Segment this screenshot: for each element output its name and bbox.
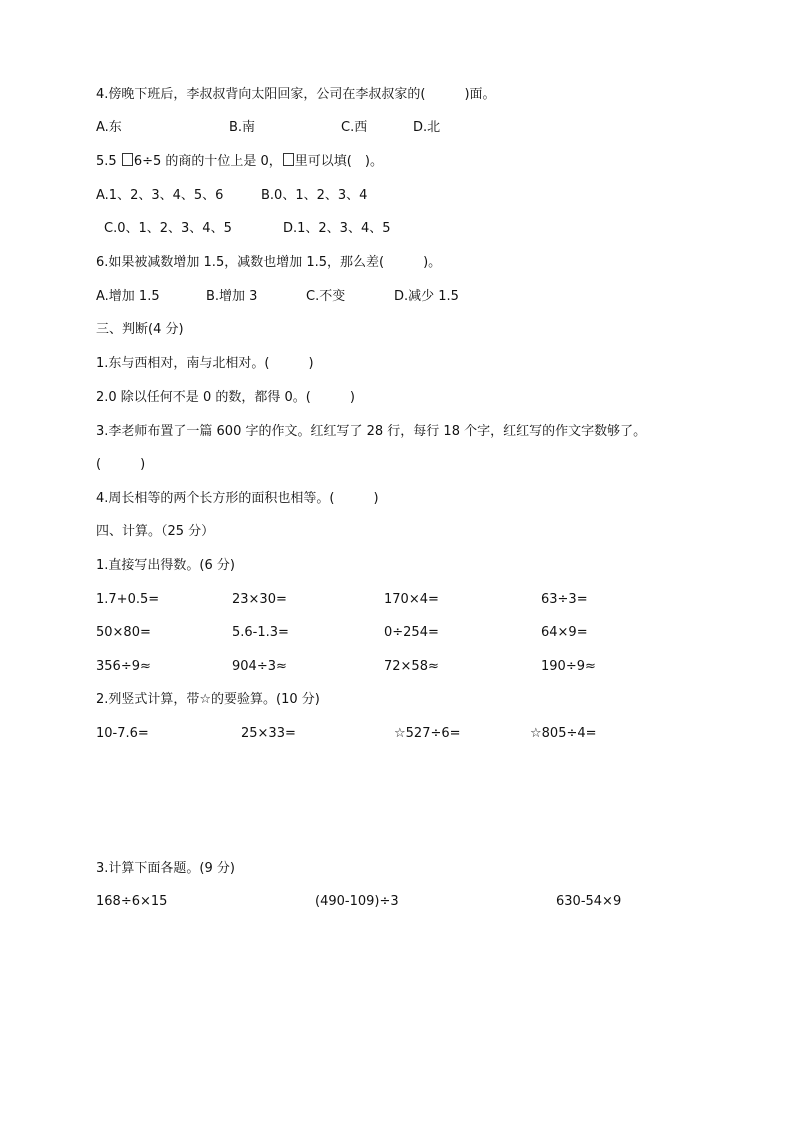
oral-calc-item: 5.6-1.3= [232, 625, 289, 640]
oral-calc-item: 23×30= [232, 592, 287, 607]
judge-item-3-blank: ( ) [96, 457, 146, 472]
q5-option-a: A.1、2、3、4、5、6 [96, 188, 224, 203]
q5-stem-mid: 6÷5 的商的十位上是 0， [133, 154, 282, 169]
q6-option-a: A.增加 1.5 [96, 289, 160, 304]
oral-calc-item: 170×4= [384, 592, 439, 607]
q4-option-c: C.西 [341, 120, 368, 135]
vertical-calc-item: 10-7.6= [96, 726, 149, 741]
q6-option-b: B.增加 3 [206, 289, 258, 304]
q6-option-c: C.不变 [306, 289, 346, 304]
q5-stem [96, 153, 383, 171]
q5-option-b: B.0、1、2、3、4 [261, 188, 368, 203]
section3-title: 三、判断(4 分) [96, 322, 184, 337]
judge-item-4: 4.周长相等的两个长方形的面积也相等。( ) [96, 491, 379, 506]
oral-calc-item: 1.7+0.5= [96, 592, 160, 607]
judge-item-2: 2.0 除以任何不是 0 的数，都得 0。( ) [96, 390, 355, 405]
mixed-calc-item: 630-54×9 [556, 894, 622, 909]
blank-box [283, 153, 294, 166]
q6-option-d: D.减少 1.5 [394, 289, 459, 304]
q5-option-d: D.1、2、3、4、5 [283, 221, 391, 236]
oral-calc-item: 904÷3≈ [232, 659, 287, 674]
section4-title: 四、计算。（25 分） [96, 524, 215, 539]
vertical-calc-item: ☆527÷6= [394, 726, 461, 741]
mixed-calc-item: 168÷6×15 [96, 894, 168, 909]
oral-calc-item: 50×80= [96, 625, 151, 640]
q4-stem: 4.傍晚下班后，李叔叔背向太阳回家，公司在李叔叔家的( )面。 [96, 87, 496, 102]
q5-stem-suffix: 里可以填( )。 [294, 154, 383, 169]
oral-calc-item: 190÷9≈ [541, 659, 596, 674]
q4-option-b: B.南 [229, 120, 256, 135]
q5-stem-prefix: 5.5 [96, 154, 121, 169]
judge-item-3: 3.李老师布置了一篇 600 字的作文。红红写了 28 行，每行 18 个字，红红写的作文字数够了。 [96, 424, 647, 439]
calc-part3-title: 3.计算下面各题。(9 分) [96, 861, 235, 876]
vertical-calc-item: ☆805÷4= [530, 726, 597, 741]
q4-option-d: D.北 [413, 120, 441, 135]
oral-calc-item: 72×58≈ [384, 659, 439, 674]
vertical-calc-item: 25×33= [241, 726, 296, 741]
mixed-calc-item: (490-109)÷3 [315, 894, 399, 909]
calc-part2-title: 2.列竖式计算，带☆的要验算。(10 分) [96, 692, 320, 707]
oral-calc-item: 63÷3= [541, 592, 588, 607]
judge-item-1: 1.东与西相对，南与北相对。( ) [96, 356, 314, 371]
calc-part1-title: 1.直接写出得数。(6 分) [96, 558, 235, 573]
q5-option-c: C.0、1、2、3、4、5 [104, 221, 232, 236]
q6-stem: 6.如果被减数增加 1.5，减数也增加 1.5，那么差( )。 [96, 255, 442, 270]
q4-option-a: A.东 [96, 120, 122, 135]
oral-calc-item: 356÷9≈ [96, 659, 151, 674]
oral-calc-item: 64×9= [541, 625, 588, 640]
oral-calc-item: 0÷254= [384, 625, 439, 640]
blank-box [122, 153, 133, 166]
